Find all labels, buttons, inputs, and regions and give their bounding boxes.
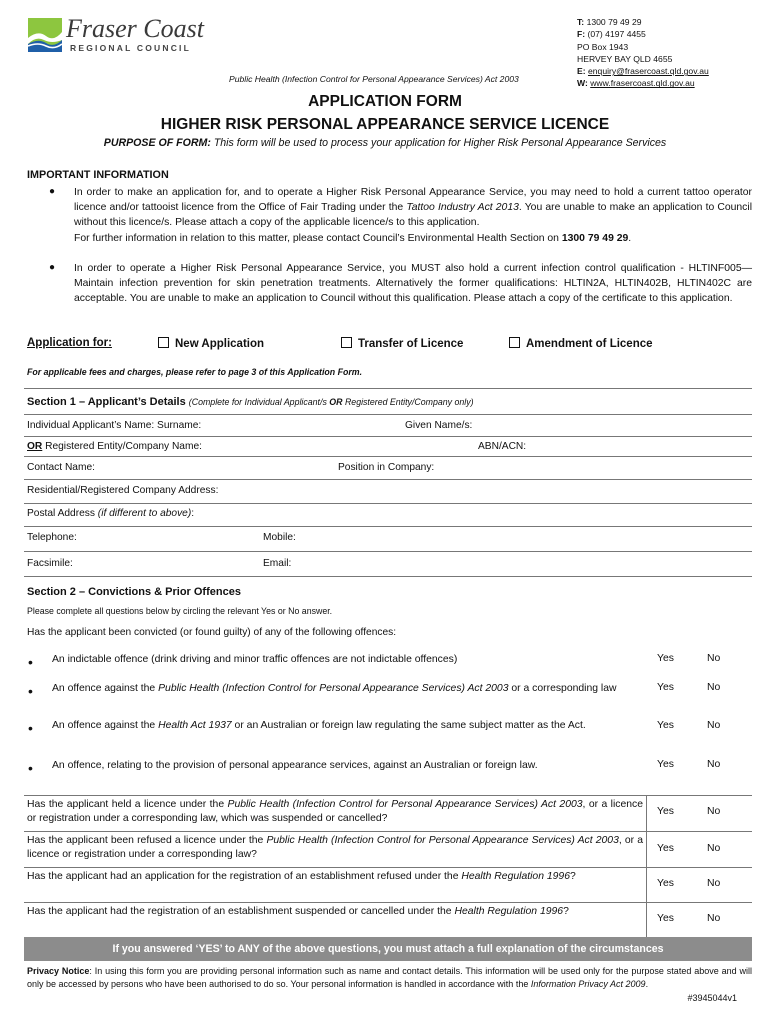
offence-2-no[interactable]: No	[707, 682, 721, 693]
q2-a: Has the applicant been refused a licence under the	[27, 835, 267, 846]
privacy-end: .	[645, 979, 649, 990]
section1-subtitle	[189, 397, 474, 407]
checkbox-icon[interactable]	[341, 337, 352, 348]
offence-3-no[interactable]: No	[707, 720, 721, 731]
important-heading: IMPORTANT INFORMATION	[27, 169, 169, 181]
section1-title	[27, 396, 474, 408]
offence-1-no[interactable]: No	[707, 653, 721, 664]
important-bullet-1	[74, 185, 752, 246]
section2-question: Has the applicant been convicted (or found guilty) of any of the following offences:	[27, 627, 397, 638]
fax-label: F:	[577, 29, 586, 40]
privacy-label: Privacy Notice	[27, 966, 90, 976]
o3-a: An offence against the	[52, 720, 159, 731]
b1-text-b: . You are unable to make an application to Council without this licence/s. Please attach a copy of the applicable licence/s to this application.	[74, 202, 752, 229]
entity-label: Registered Entity/Company Name:	[42, 441, 202, 452]
email-link[interactable]: enquiry@frasercoast.qld.gov.au	[587, 66, 709, 77]
abn-field[interactable]: ABN/ACN:	[478, 441, 527, 452]
telephone-field[interactable]: Telephone:	[27, 532, 77, 543]
new-application-label: New Application	[175, 338, 265, 350]
form-title: APPLICATION FORM	[308, 93, 462, 110]
privacy-text: : In using this form you are providing personal information such as name and contact details. This information will be used only for the purpose stated above and will only be accessed by persons who have been authorised to do so. Your personal information is handled in accordance with the	[27, 966, 752, 990]
b1-phone: 1300 79 49 29	[561, 232, 629, 244]
purpose-text: This form will be used to process your application for Higher Risk Personal Appearance Services	[210, 137, 667, 149]
b1-end: .	[628, 232, 632, 244]
q4-act: Health Regulation 1996	[454, 906, 564, 917]
o3-b: or an Australian or foreign law regulating the same subject matter as the Act.	[231, 720, 586, 731]
transfer-licence-label: Transfer of Licence	[358, 338, 464, 350]
privacy-act: Information Privacy Act 2009	[530, 979, 646, 990]
document-ref: #3945044v1	[687, 993, 737, 1003]
postal-label: Postal Address	[27, 508, 98, 519]
o2-act: Public Health (Infection Control for Personal Appearance Services) Act 2003	[158, 683, 509, 694]
offence-3-yes[interactable]: Yes	[657, 720, 674, 731]
facsimile-field[interactable]: Facsimile:	[27, 558, 73, 569]
privacy-notice	[27, 965, 752, 991]
offence-1: An indictable offence (drink driving and minor traffic offences are not indictable offences)	[52, 654, 458, 665]
offence-4: An offence, relating to the provision of personal appearance services, against an Australian or foreign law.	[52, 760, 538, 771]
question-4-yes[interactable]: Yes	[657, 913, 674, 924]
question-3	[27, 870, 643, 884]
mobile-field[interactable]: Mobile:	[263, 532, 296, 543]
tel: 1300 79 49 29	[586, 17, 642, 27]
o3-act: Health Act 1937	[158, 720, 232, 731]
new-application-checkbox[interactable]	[158, 337, 264, 350]
postal-note: (if different to above)	[97, 508, 192, 519]
logo-org-sub: REGIONAL COUNCIL	[70, 43, 191, 53]
offence-2	[52, 682, 644, 696]
contact-block	[577, 16, 709, 90]
offence-4-no[interactable]: No	[707, 759, 721, 770]
q3-b: ?	[569, 871, 576, 882]
question-1-no[interactable]: No	[707, 806, 721, 817]
purpose-line	[0, 137, 770, 149]
q3-act: Health Regulation 1996	[461, 871, 570, 882]
o2-b: or a corresponding law	[508, 683, 617, 694]
question-2-no[interactable]: No	[707, 843, 721, 854]
yes-answer-banner: If you answered ‘YES’ to ANY of the above questions, you must attach a full explanation of the circumstances	[24, 937, 752, 961]
offence-2-yes[interactable]: Yes	[657, 682, 674, 693]
b1-text: In order to make an application for, and to operate a Higher Risk Personal Appearance Service, you may need to hold a current tattoo operator licence and/or tattooist licence from the Office of Fair Trading under the	[74, 187, 752, 214]
bullet-icon: ●	[49, 186, 56, 197]
entity-name-field[interactable]	[27, 441, 202, 452]
given-name-field[interactable]: Given Name/s:	[405, 420, 473, 431]
question-4	[27, 905, 643, 919]
postal-end: :	[191, 508, 195, 519]
bullet-icon: •	[28, 683, 33, 699]
q2-act: Public Health (Infection Control for Personal Appearance Services) Act 2003	[266, 835, 619, 846]
form-subtitle: HIGHER RISK PERSONAL APPEARANCE SERVICE LICENCE	[160, 116, 610, 133]
b1-text-c: For further information in relation to this matter, please contact Council’s Environmental Health Section on	[74, 232, 562, 244]
sub-or: OR	[329, 397, 343, 407]
wave-logo-icon	[26, 16, 64, 54]
offence-1-yes[interactable]: Yes	[657, 653, 674, 664]
amendment-licence-checkbox[interactable]	[509, 337, 653, 350]
surname-field[interactable]: Individual Applicant’s Name: Surname:	[27, 420, 202, 431]
question-1	[27, 798, 643, 826]
po-box: PO Box 1943	[577, 41, 629, 52]
web-label: W:	[577, 78, 588, 89]
section1-heading: Section 1 – Applicant’s Details	[27, 396, 186, 408]
bullet-icon: •	[28, 760, 33, 776]
q4-a: Has the applicant had the registration of an establishment suspended or cancelled under the	[27, 906, 455, 917]
important-bullet-2: In order to operate a Higher Risk Personal Appearance Service, you MUST also hold a current infection control qualification - HLTINF005—Maintain infection prevention for skin penetration treatments. Alternatively the former qualifications: HLTIN2A, HLTIN402B, HLTIN402C are acceptable. You are unable to make an application to Council without this qualification. Please attach a copy of the certificate to this application.	[74, 263, 752, 305]
city: HERVEY BAY QLD 4655	[577, 53, 673, 64]
q4-b: ?	[563, 906, 569, 917]
email-label: E:	[577, 66, 586, 77]
q1-a: Has the applicant held a licence under the	[27, 799, 228, 810]
q2-b: , or a licence or registration under a corresponding law?	[27, 835, 643, 860]
application-for-label: Application for:	[27, 337, 112, 349]
checkbox-icon[interactable]	[158, 337, 169, 348]
contact-name-field[interactable]: Contact Name:	[27, 462, 95, 473]
amendment-licence-label: Amendment of Licence	[526, 338, 653, 350]
question-1-yes[interactable]: Yes	[657, 806, 674, 817]
sub-a: (Complete for Individual Applicant/s	[188, 397, 330, 407]
or-label: OR	[27, 441, 43, 452]
question-4-no[interactable]: No	[707, 913, 721, 924]
bullet-icon: •	[28, 654, 33, 670]
bullet-icon: •	[28, 720, 33, 736]
q3-a: Has the applicant had an application for the registration of an establishment refused under the	[27, 871, 462, 882]
position-field[interactable]: Position in Company:	[338, 462, 435, 473]
purpose-label: PURPOSE OF FORM:	[103, 137, 211, 149]
q1-b: , or a licence or registration under a corresponding law, which was suspended or cancelled?	[27, 799, 643, 824]
postal-address-field[interactable]	[27, 508, 194, 519]
web-link[interactable]: www.frasercoast.qld.gov.au	[590, 78, 695, 89]
transfer-licence-checkbox[interactable]	[341, 337, 463, 350]
offence-4-yes[interactable]: Yes	[657, 759, 674, 770]
section2-instruction: Please complete all questions below by circling the relevant Yes or No answer.	[27, 606, 333, 616]
o2-a: An offence against the	[52, 683, 159, 694]
offence-3	[52, 719, 646, 733]
fees-note: For applicable fees and charges, please refer to page 3 of this Application Form.	[27, 367, 363, 377]
q1-act: Public Health (Infection Control for Personal Appearance Services) Act 2003	[227, 799, 583, 810]
act-line: Public Health (Infection Control for Personal Appearance Services) Act 2003	[229, 74, 519, 84]
sub-b: Registered Entity/Company only)	[342, 397, 474, 407]
b1-act: Tattoo Industry Act 2013	[406, 202, 519, 214]
question-2-yes[interactable]: Yes	[657, 843, 674, 854]
logo-org-name: Fraser Coast	[66, 14, 204, 43]
checkbox-icon[interactable]	[509, 337, 520, 348]
tel-label: T:	[577, 17, 585, 27]
question-2	[27, 834, 643, 862]
address-field[interactable]: Residential/Registered Company Address:	[27, 485, 219, 496]
question-3-yes[interactable]: Yes	[657, 878, 674, 889]
council-logo	[26, 14, 204, 56]
email-field[interactable]: Email:	[263, 558, 292, 569]
question-3-no[interactable]: No	[707, 878, 721, 889]
fax: (07) 4197 4455	[587, 29, 646, 40]
section2-title: Section 2 – Convictions & Prior Offences	[27, 586, 241, 598]
bullet-icon: ●	[49, 262, 56, 273]
